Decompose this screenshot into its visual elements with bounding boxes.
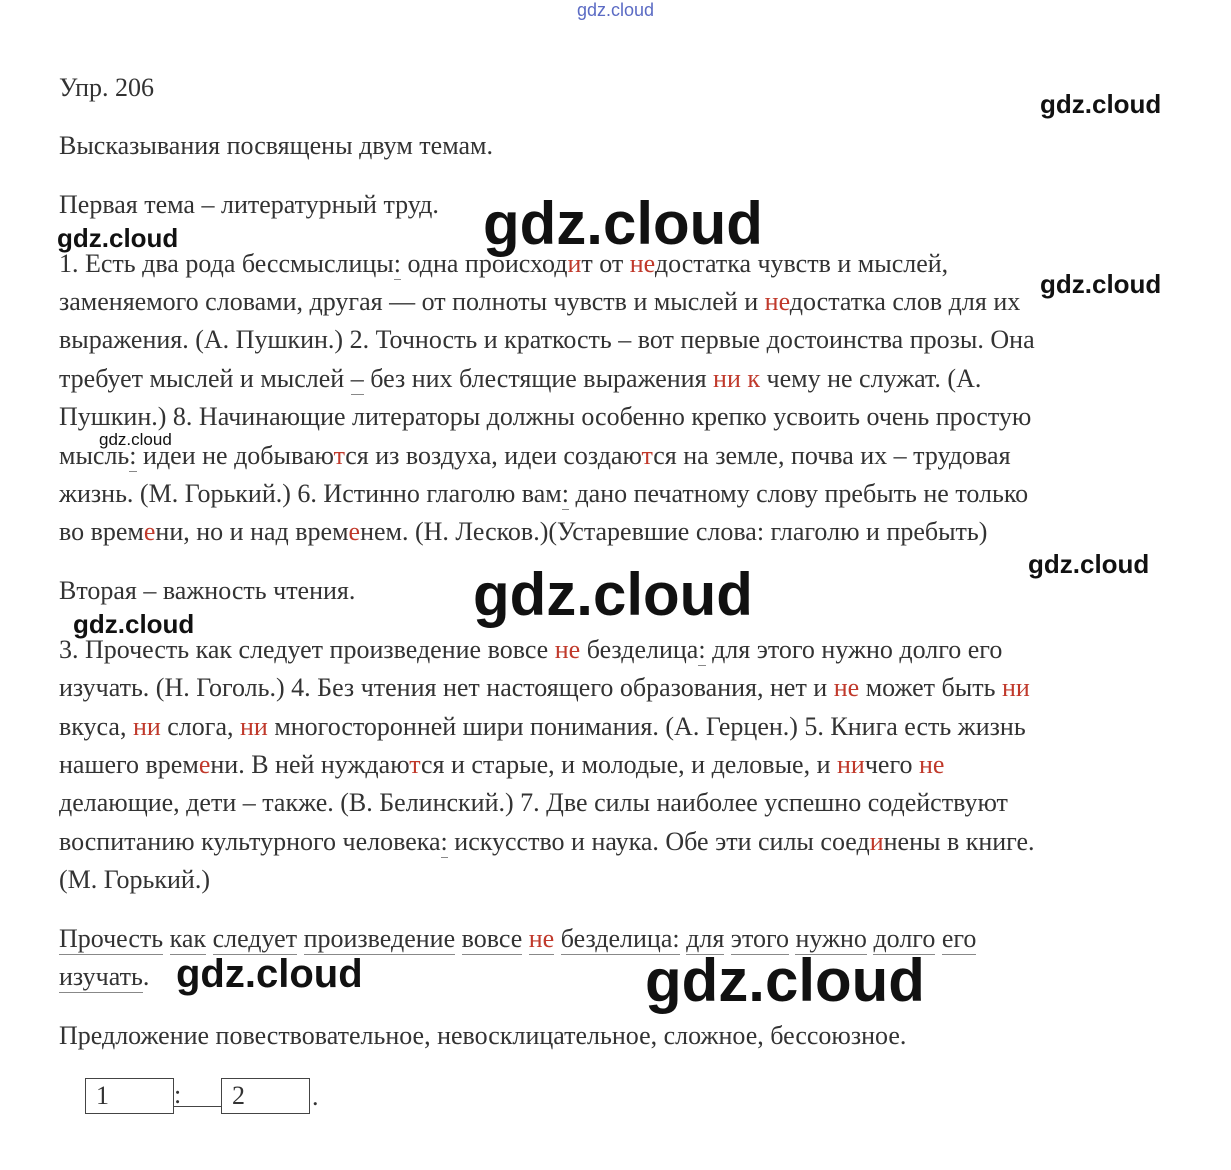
highlighted-spelling: не <box>554 635 581 664</box>
text-run: . <box>142 962 150 991</box>
intro-sentence: Высказывания посвящены двум темам. <box>59 131 493 160</box>
paragraph-line <box>59 746 944 784</box>
text-run: слога, <box>160 712 240 741</box>
watermark: gdz.cloud <box>1028 549 1150 579</box>
text-run: достатка чувств и мыслей, <box>654 249 949 278</box>
watermark: gdz.cloud <box>99 430 172 449</box>
text-run: ни. В ней нуждаю <box>210 750 410 779</box>
underlined-text: : <box>561 479 569 508</box>
watermark: gdz.cloud <box>57 223 179 253</box>
highlighted-spelling: е <box>198 750 211 779</box>
underlined-text: изучать <box>59 962 143 991</box>
text-run: заменяемого словами, другая — от полноты чувств и мыслей и <box>59 287 765 316</box>
text-run: искусство и наука. Обе эти силы соед <box>447 827 870 856</box>
underlined-text: его <box>941 924 977 953</box>
highlighted-spelling: ни <box>132 712 161 741</box>
text-run: (М. Горький.) <box>59 865 210 894</box>
text-run: во врем <box>59 517 144 546</box>
highlighted-spelling: т <box>333 441 346 470</box>
text-run <box>163 924 170 953</box>
underlined-text: безделица <box>560 924 673 953</box>
text-run: требует мыслей и мыслей <box>59 364 351 393</box>
text-run: чему не служат. (А. <box>760 364 982 393</box>
text-run: чего <box>864 750 919 779</box>
highlighted-spelling: и <box>869 827 884 856</box>
underlined-text: : <box>672 924 680 953</box>
theme1-title: Первая тема – литературный труд. <box>59 190 439 219</box>
highlighted-spelling: и <box>567 249 582 278</box>
underlined-text: Прочесть <box>59 924 164 953</box>
highlighted-spelling: т <box>409 750 421 779</box>
paragraph-line <box>59 475 1028 513</box>
highlighted-spelling: е <box>143 517 156 546</box>
text-run: безделица <box>580 635 699 664</box>
underlined-text: вовсе <box>461 924 523 953</box>
scheme-box-2: 2 <box>221 1078 310 1114</box>
paragraph-line <box>59 669 1030 707</box>
scheme-box-1: 1 <box>85 1078 174 1114</box>
text-run: достатка слов для их <box>789 287 1021 316</box>
highlighted-spelling: не <box>629 249 655 278</box>
text-run: вкуса, <box>59 712 133 741</box>
exercise-number: Упр. 206 <box>59 73 155 102</box>
paragraph-line <box>59 708 1026 746</box>
underlined-text: : <box>129 441 137 470</box>
text-run: ся из воздуха, идеи создаю <box>345 441 642 470</box>
analysis-description: Предложение повествовательное, невосклицательное, сложное, бессоюзное. <box>59 1021 907 1050</box>
text-run: нены в книге. <box>883 827 1035 856</box>
highlighted-spelling: не <box>764 287 790 316</box>
underlined-text: этого <box>730 924 789 953</box>
scheme-connector <box>174 1106 221 1107</box>
underlined-text: : <box>698 635 706 664</box>
analysis-line <box>59 958 149 996</box>
highlighted-spelling: не <box>833 673 860 702</box>
text-run <box>522 924 529 953</box>
underlined-text: нужно <box>795 924 867 953</box>
paragraph-line <box>59 823 1035 861</box>
text-run: выражения. (А. Пушкин.) 2. Точность и краткость – вот первые достоинства прозы. Она <box>59 325 1035 354</box>
paragraph-line <box>59 784 1008 822</box>
text-run: мысль <box>59 441 130 470</box>
text-run <box>935 924 942 953</box>
highlighted-spelling: е <box>348 517 361 546</box>
text-run: делающие, дети – также. (В. Белинский.) 7. Две силы наиболее успешно содействуют <box>59 788 1008 817</box>
underlined-text: : <box>393 249 401 278</box>
text-run: нашего врем <box>59 750 199 779</box>
text-run: дано печатному слову пребыть не только <box>568 479 1029 508</box>
text-run <box>455 924 462 953</box>
highlighted-spelling: ни <box>239 712 268 741</box>
paragraph-line <box>59 631 1002 669</box>
text-run: для этого нужно долго его <box>705 635 1003 664</box>
text-run: может быть <box>859 673 1002 702</box>
text-run <box>554 924 561 953</box>
watermark: gdz.cloud <box>73 609 195 639</box>
scheme-colon: : <box>174 1080 182 1109</box>
watermark: gdz.cloud <box>645 947 925 1014</box>
highlighted-spelling: ни <box>1001 673 1030 702</box>
watermark-top: gdz.cloud <box>577 0 655 20</box>
paragraph-line <box>59 360 981 398</box>
text-run: Пушкин.) 8. Начинающие литераторы должны особенно крепко усвоить очень простую <box>59 402 1032 431</box>
highlighted-spelling: ни к <box>713 364 760 393</box>
text-run: идеи не добываю <box>136 441 334 470</box>
text-run: 1. Есть два рода бессмыслицы <box>59 249 394 278</box>
text-run: т от <box>581 249 630 278</box>
underlined-text: – <box>350 364 364 393</box>
watermark: gdz.cloud <box>1040 269 1162 299</box>
scheme-period: . <box>312 1082 319 1111</box>
paragraph-line <box>59 321 1035 359</box>
paragraph-line <box>59 437 1011 475</box>
watermark: gdz.cloud <box>1040 89 1162 119</box>
text-run: ся и старые, и молодые, и деловые, и <box>420 750 838 779</box>
underlined-text: следует <box>212 924 298 953</box>
underlined-text: : <box>440 827 448 856</box>
text-run <box>297 924 304 953</box>
highlighted-spelling: т <box>641 441 654 470</box>
underlined-text: долго <box>873 924 936 953</box>
watermark: gdz.cloud <box>483 190 763 257</box>
text-run: изучать. (Н. Гоголь.) 4. Без чтения нет настоящего образования, нет и <box>59 673 834 702</box>
text-run: 3. Прочесть как следует произведение вовсе <box>59 635 555 664</box>
watermark: gdz.cloud <box>176 952 363 996</box>
underlined-text: для <box>686 924 725 953</box>
text-run: воспитанию культурного человека <box>59 827 441 856</box>
underlined-text: произведение <box>303 924 456 953</box>
text-run: многосторонней шири понимания. (А. Герцен.) 5. Книга есть жизнь <box>267 712 1026 741</box>
highlighted-spelling: не <box>528 924 555 953</box>
text-run: ни, но и над врем <box>155 517 349 546</box>
text-run: одна происход <box>400 249 568 278</box>
highlighted-spelling: не <box>918 750 945 779</box>
text-run <box>206 924 213 953</box>
paragraph-line <box>59 513 987 551</box>
highlighted-spelling: ни <box>837 750 865 779</box>
paragraph-line <box>59 861 210 899</box>
paragraph-line <box>59 283 1020 321</box>
theme2-title: Вторая – важность чтения. <box>59 576 356 605</box>
text-run: ся на земле, почва их – трудовая <box>653 441 1011 470</box>
text-run: без них блестящие выражения <box>363 364 714 393</box>
paragraph-line <box>59 398 1031 436</box>
text-run: жизнь. (М. Горький.) 6. Истинно глаголю вам <box>59 479 562 508</box>
text-run: нем. (Н. Лесков.)(Устаревшие слова: глаголю и пребыть) <box>360 517 988 546</box>
underlined-text: как <box>169 924 207 953</box>
watermark: gdz.cloud <box>473 561 753 628</box>
